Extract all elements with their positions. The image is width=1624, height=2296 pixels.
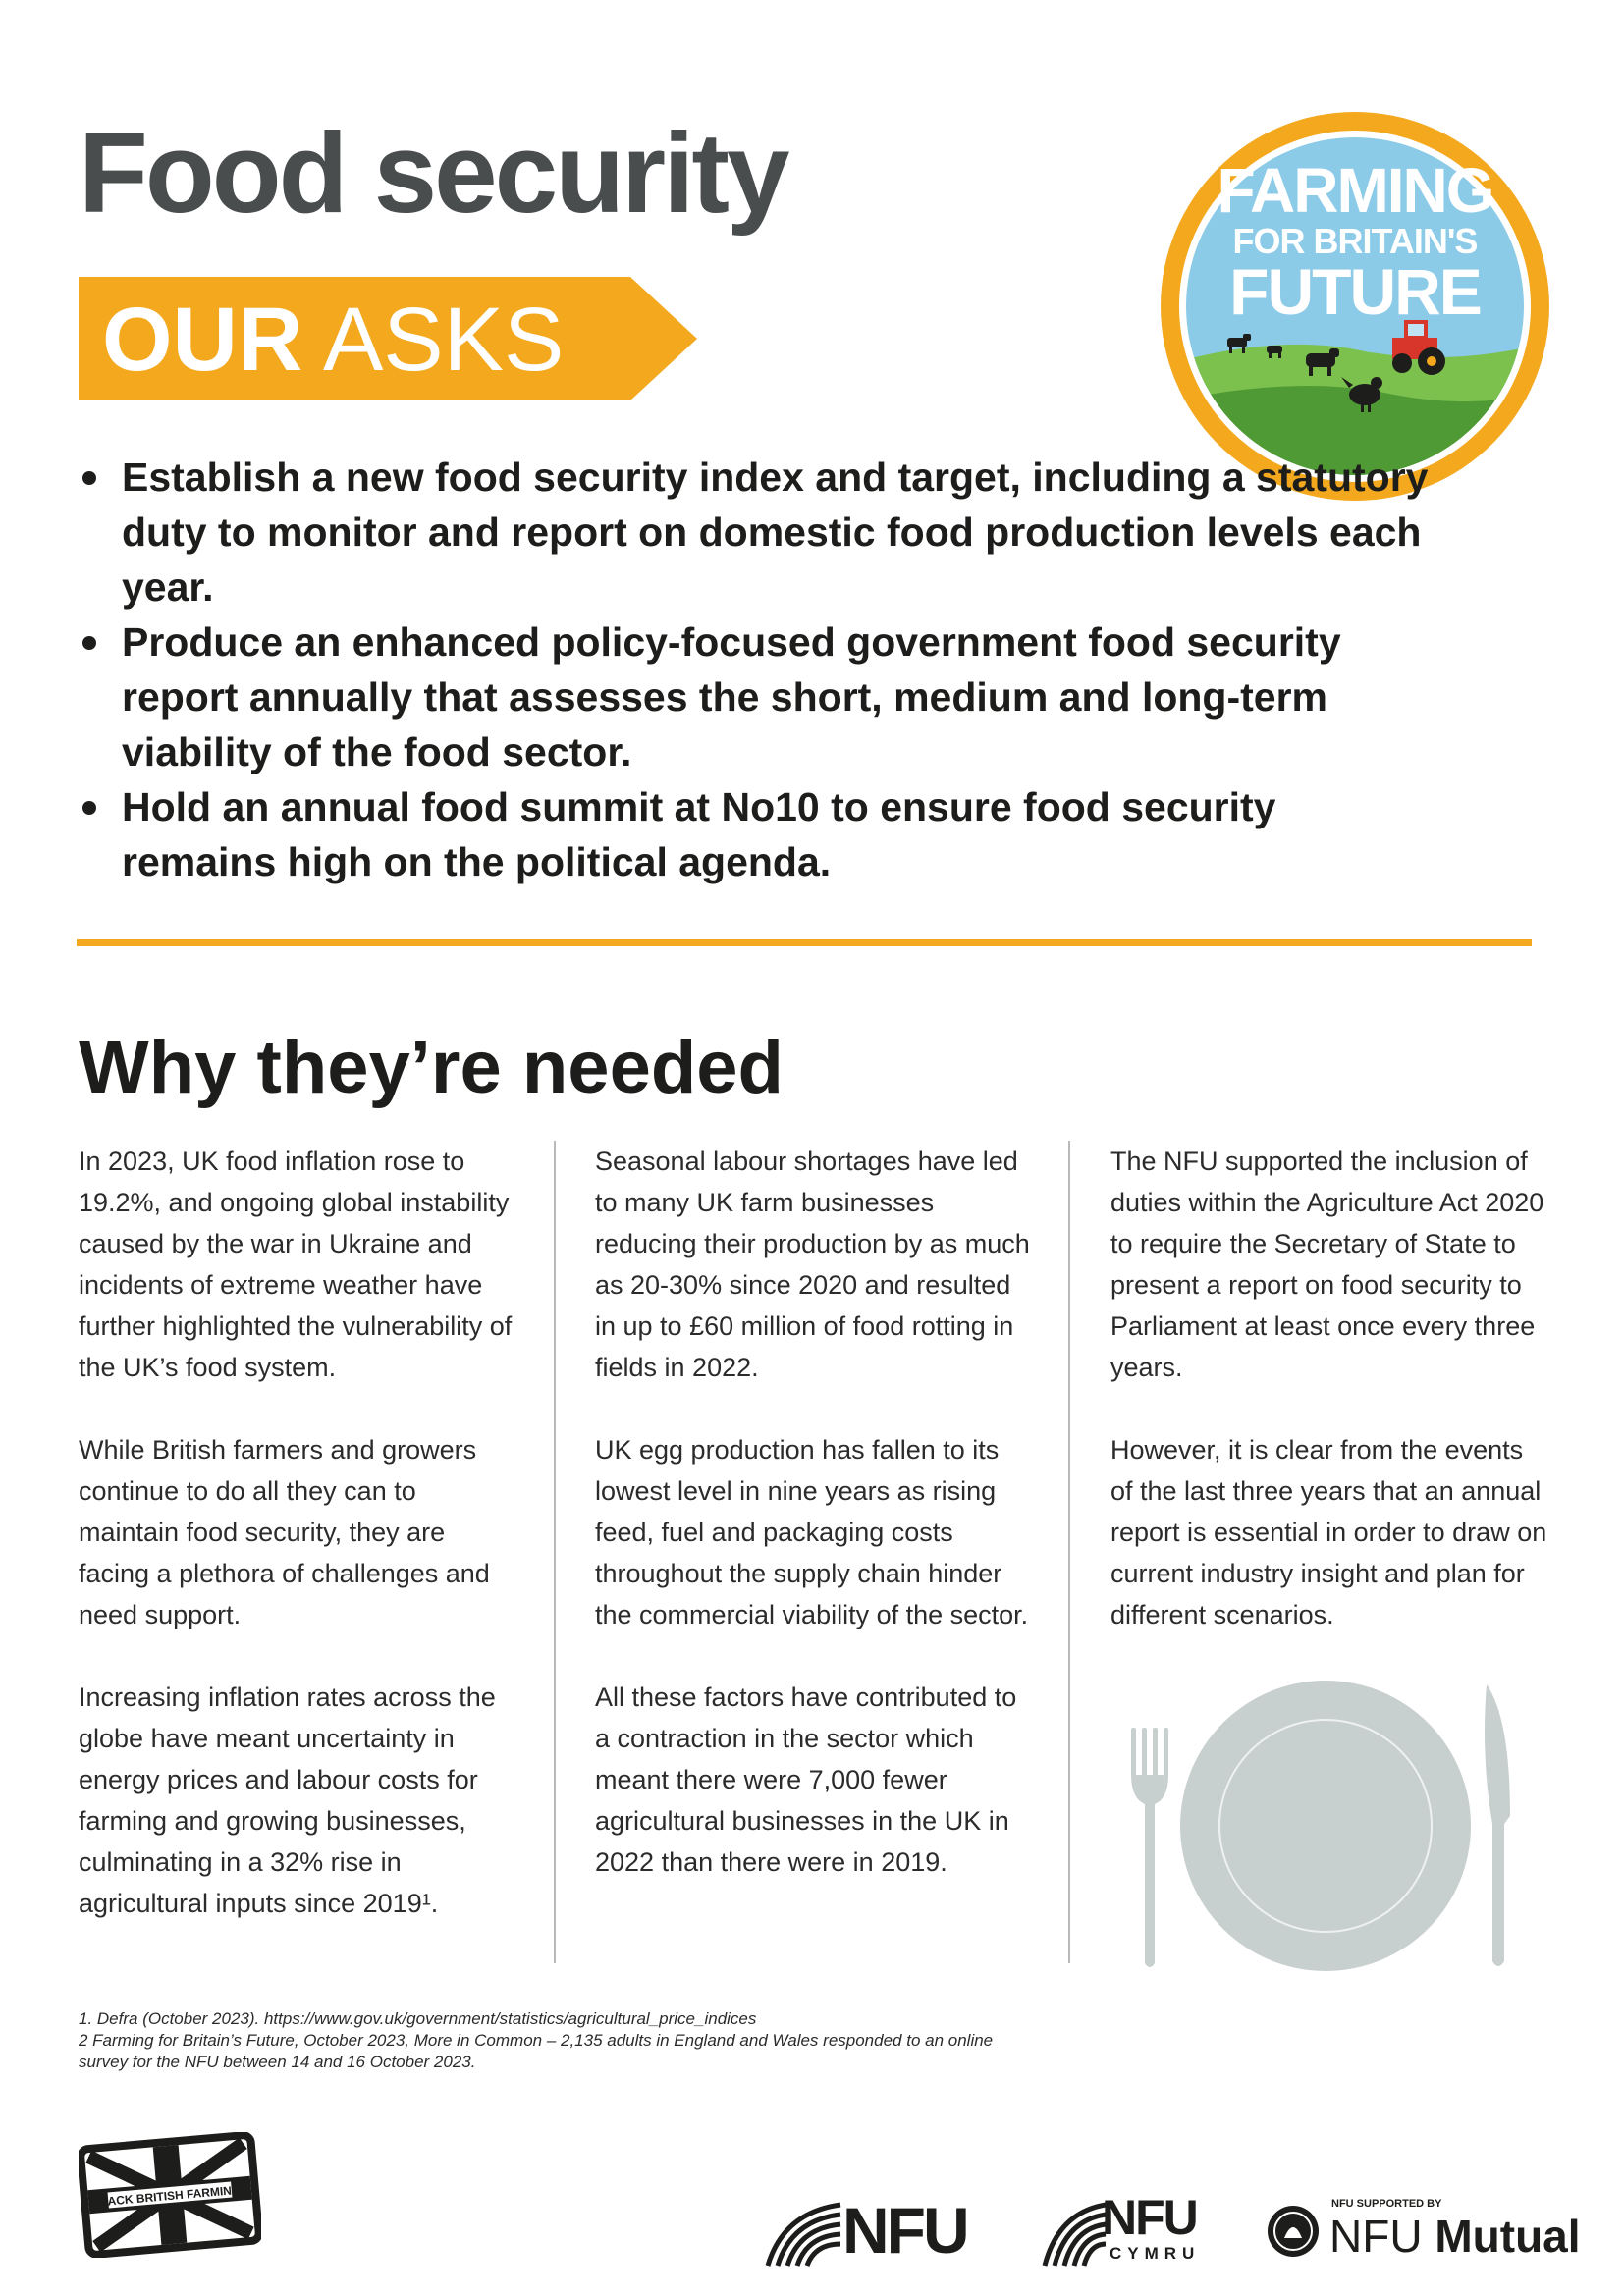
cymru-label: CYMRU [1110, 2244, 1201, 2263]
footnote-2-cont: survey for the NFU between 14 and 16 October 2023. [79, 2053, 476, 2071]
asks-banner-label [102, 285, 564, 395]
col1-paragraph-1: In 2023, UK food inflation rose to 19.2%, and ongoing global instability caused by the war in Ukraine and incidents of extreme weather have further highlighted the vulnerability of the UK’s food system. [79, 1147, 513, 1382]
nfu-logo-text: NFU [842, 2194, 967, 2267]
nfu-mutual-nfu: NFU [1329, 2211, 1435, 2262]
nfu-mutual-logo-text [1329, 2211, 1581, 2262]
bbf-text: BACK BRITISH FARMING [98, 2182, 242, 2210]
ask-item-2: Produce an enhanced policy-focused government food security report annually that assesses the short, medium and long-term viability of the food sector. [79, 614, 1434, 779]
col3-paragraph-1: The NFU supported the inclusion of duties within the Agriculture Act 2020 to require the Secretary of State to present a report on food security to Parliament at least once every three years. [1110, 1147, 1544, 1382]
why-heading: Why they’re needed [79, 1026, 784, 1109]
column-3 [1110, 1141, 1552, 1677]
nfu-mutual-supported-by: NFU SUPPORTED BY [1331, 2198, 1442, 2210]
col2-paragraph-2: UK egg production has fallen to its lowest level in nine years as rising feed, fuel and packaging costs throughout the supply chain hinder the commercial viability of the sector. [595, 1435, 1029, 1629]
nfu-cymru-logo-text: NFU [1102, 2190, 1197, 2245]
nfu-mutual-emblem-icon [1267, 2205, 1320, 2258]
nfu-mutual-word: Mutual [1435, 2211, 1581, 2262]
back-british-farming-logo [79, 2132, 261, 2258]
asks-light-word: ASKS [302, 290, 565, 390]
footnote-2: 2 Farming for Britain’s Future, October 2023, More in Common – 2,135 adults in England and Wales responded to an online [79, 2031, 994, 2050]
asks-list [79, 450, 1434, 889]
asks-bold-word: OUR [102, 290, 303, 390]
plate-cutlery-icon [1119, 1679, 1532, 1973]
section-divider [77, 939, 1532, 946]
column-1 [79, 1141, 520, 1965]
column-2 [595, 1141, 1037, 1924]
farming-for-britains-future-badge [1159, 110, 1551, 503]
col1-paragraph-3: Increasing inflation rates across the globe have meant uncertainty in energy prices and labour costs for farming and growing businesses, culminating in a 32% rise in agricultural inputs since 2019¹. [79, 1682, 496, 1918]
col2-paragraph-1: Seasonal labour shortages have led to many UK farm businesses reducing their production by as much as 20-30% since 2020 and resulted in up to £60 million of food rotting in fields in 2022. [595, 1147, 1030, 1382]
col1-paragraph-2: While British farmers and growers continue to do all they can to maintain food security, they are facing a plethora of challenges and need support. [79, 1435, 490, 1629]
column-rule-2 [1068, 1141, 1070, 1963]
ask-item-1: Establish a new food security index and target, including a statutory duty to monitor and report on domestic food production levels each year. [79, 450, 1434, 614]
badge-line-3: FUTURE [1229, 255, 1481, 328]
page-title: Food security [79, 109, 787, 237]
col2-paragraph-3: All these factors have contributed to a contraction in the sector which meant there were 7,000 fewer agricultural businesses in the UK in 2022 than there were in 2019. [595, 1682, 1017, 1877]
footnote-1: 1. Defra (October 2023). https://www.gov.uk/government/statistics/agricultural_price_indices [79, 2009, 757, 2028]
col3-paragraph-2: However, it is clear from the events of the last three years that an annual report is essential in order to draw on current industry insight and plan for different scenarios. [1110, 1435, 1547, 1629]
badge-line-1: FARMING [1217, 155, 1493, 226]
column-rule-1 [554, 1141, 556, 1963]
footnotes [79, 2008, 1178, 2073]
badge-line-2: FOR BRITAIN'S [1232, 221, 1478, 261]
ask-item-3: Hold an annual food summit at No10 to ensure food security remains high on the political agenda. [79, 779, 1434, 889]
